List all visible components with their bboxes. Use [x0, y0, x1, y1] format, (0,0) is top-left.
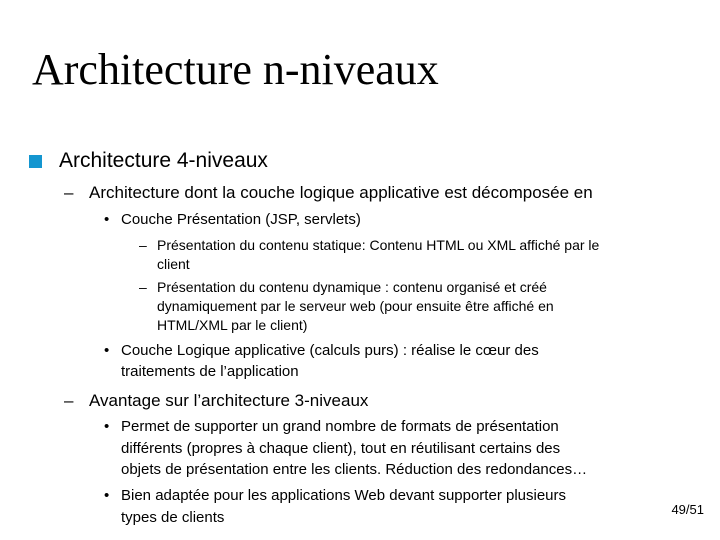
- level3-item: Couche Logique applicative (calculs purs) : réalise le cœur des: [121, 342, 539, 359]
- level3-item-cont: différents (propres à chaque client), tout en réutilisant certains des: [121, 440, 561, 457]
- level3-item-cont: traitements de l’application: [121, 363, 299, 380]
- level3-item: Couche Présentation (JSP, servlets): [121, 211, 361, 228]
- level1-item: Architecture 4-niveaux: [59, 149, 268, 172]
- dot-bullet: •: [104, 487, 110, 504]
- dot-bullet: •: [104, 418, 110, 435]
- level3-item-cont: types de clients: [121, 509, 225, 526]
- dash-bullet: –: [139, 237, 147, 253]
- level2-item: Architecture dont la couche logique applicative est décomposée en: [89, 183, 593, 202]
- slide-title: Architecture n-niveaux: [32, 45, 439, 94]
- dash-bullet: –: [139, 279, 147, 295]
- level3-item-cont: objets de présentation entre les clients. Réduction des redondances…: [121, 461, 588, 478]
- level4-item-cont: client: [157, 256, 190, 272]
- level2-item: Avantage sur l’architecture 3-niveaux: [89, 391, 369, 410]
- dot-bullet: •: [104, 342, 110, 359]
- level3-item: Permet de supporter un grand nombre de formats de présentation: [121, 418, 559, 435]
- level4-item-cont: dynamiquement par le serveur web (pour ensuite être affiché en: [157, 298, 554, 314]
- level4-item: Présentation du contenu dynamique : contenu organisé et créé: [157, 279, 547, 295]
- level4-item: Présentation du contenu statique: Contenu HTML ou XML affiché par le: [157, 237, 600, 253]
- level3-item: Bien adaptée pour les applications Web devant supporter plusieurs: [121, 487, 567, 504]
- dash-bullet: –: [64, 391, 74, 410]
- level4-item-cont: HTML/XML par le client): [157, 317, 308, 333]
- square-bullet-icon: [29, 155, 42, 168]
- dot-bullet: •: [104, 211, 110, 228]
- dash-bullet: –: [64, 183, 74, 202]
- page-number: 49/51: [671, 502, 704, 517]
